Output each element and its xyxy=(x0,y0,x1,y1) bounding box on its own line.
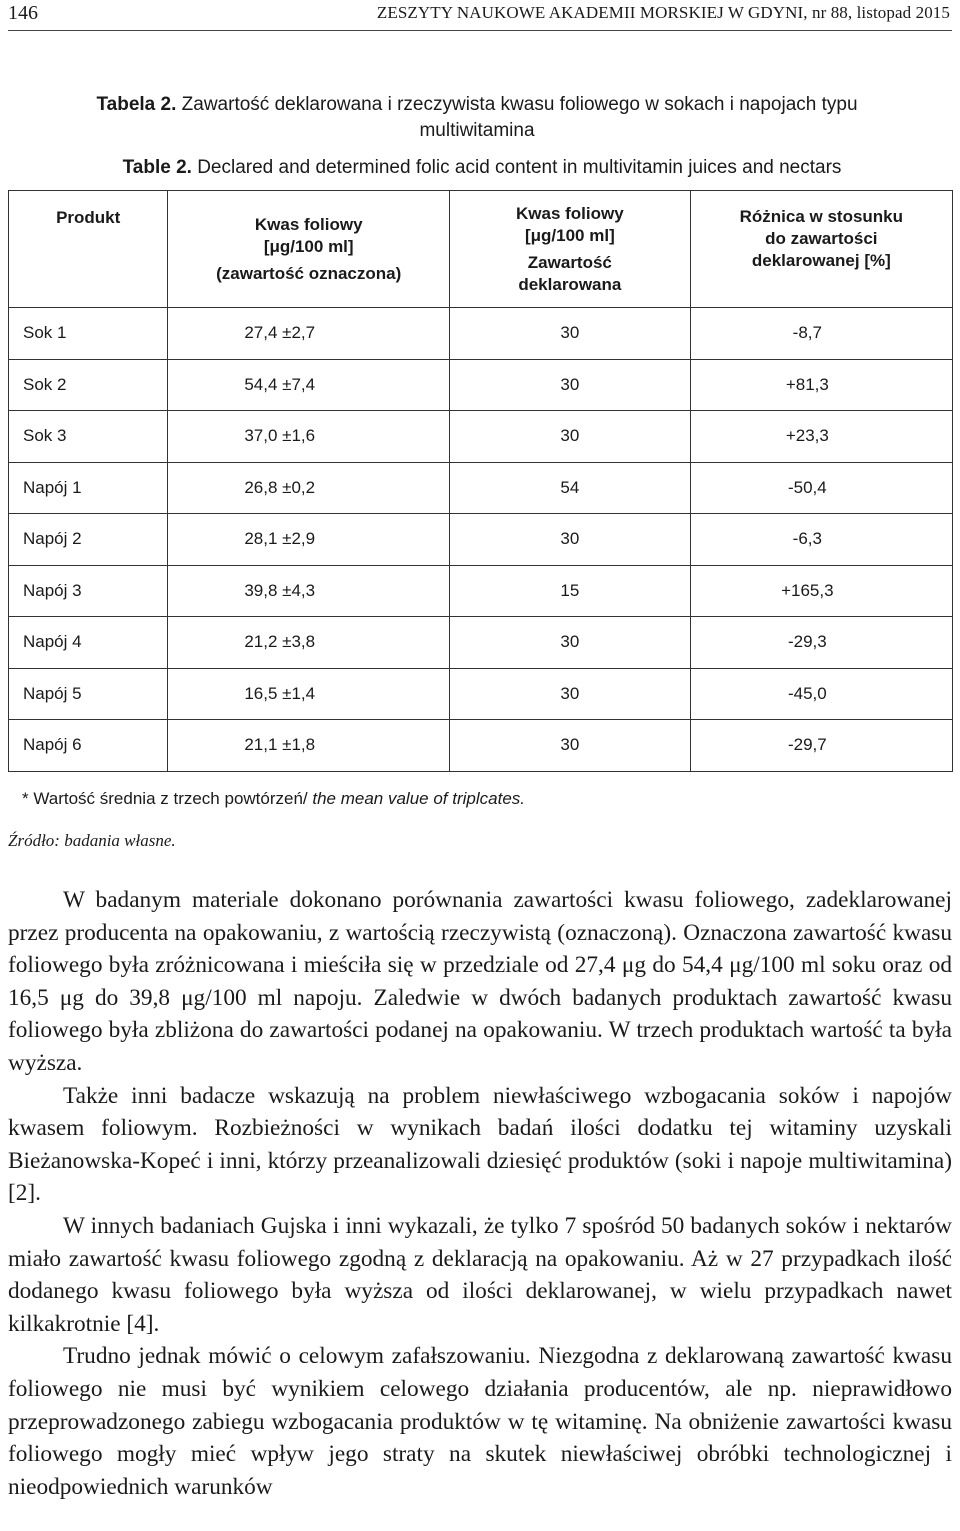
table-row xyxy=(9,668,953,720)
table-row xyxy=(9,411,953,463)
cell-product: Sok 2 xyxy=(9,359,168,411)
table-footnote xyxy=(22,789,525,809)
cell-product: Napój 2 xyxy=(9,514,168,566)
table-row xyxy=(9,308,953,360)
cell-product: Napój 3 xyxy=(9,565,168,617)
cell-determined: 28,1 ±2,9 xyxy=(168,514,450,566)
header-determined xyxy=(168,191,450,308)
table-row xyxy=(9,720,953,772)
cell-product: Napój 4 xyxy=(9,617,168,669)
header-declared-line2: [μg/100 ml] xyxy=(524,225,615,245)
cell-difference: -29,7 xyxy=(690,720,952,772)
page-header xyxy=(8,0,952,31)
cell-declared: 15 xyxy=(450,565,691,617)
header-declared-line1: Kwas foliowy xyxy=(516,203,624,223)
journal-running-head: ZESZYTY NAUKOWE AKADEMII MORSKIEJ W GDYNI, nr 88, listopad 2015 xyxy=(376,3,950,22)
caption-text-en: Declared and determined folic acid content in multivitamin juices and nectars xyxy=(197,157,842,178)
folic-acid-table xyxy=(8,190,953,772)
footnote-text: * Wartość średnia z trzech powtórzeń/ xyxy=(22,789,313,808)
paragraph: Także inni badacze wskazują na problem niewłaściwego wzbogacania soków i napojów kwasem foliowym. Rozbieżności w wynikach badań ilości dodatku tej witaminy uzyskali Bieżanowska-Kopeć i inni, którzy przeanalizowali dziesięć produktów (soki i napoje multiwitamina) [2]. xyxy=(8,1082,952,1207)
cell-difference: +81,3 xyxy=(690,359,952,411)
cell-declared: 30 xyxy=(450,411,691,463)
header-declared-line3: Zawartość xyxy=(527,252,612,272)
table-source: Źródło: badania własne. xyxy=(8,831,176,850)
cell-declared: 30 xyxy=(450,617,691,669)
cell-determined: 26,8 ±0,2 xyxy=(168,462,450,514)
cell-product: Napój 1 xyxy=(9,462,168,514)
cell-difference: -6,3 xyxy=(690,514,952,566)
table-body xyxy=(9,308,953,772)
cell-determined: 16,5 ±1,4 xyxy=(168,668,450,720)
cell-declared: 30 xyxy=(450,668,691,720)
paragraph: W badanym materiale dokonano porównania zawartości kwasu foliowego, zadeklarowanej przez producenta na opakowaniu, z wartością rzeczywistą (oznaczoną). Oznaczona zawartość kwasu foliowego była zróżnicowana i mieściła się w przedziale od 27,4 μg do 54,4 μg/100 ml soku oraz od 16,5 μg do 39,8 μg/100 ml napoju. Zaledwie w dwóch badanych produktach zawartość kwasu foliowego była zbliżona do zawartości podanej na opakowaniu. W trzech produktach wartość ta była wyższa. xyxy=(8,887,952,1076)
paragraph: Trudno jednak mówić o celowym zafałszowaniu. Niezgodna z deklarowaną zawartość kwasu foliowego nie musi być wynikiem celowego działania producentów, ale np. nieprawidłowo przeprowadzonego zabiegu wzbogacania produktów w tę witaminę. Na obniżenie zawartości kwasu foliowego mogły mieć wpływ jego straty na skutek niewłaściwej obróbki technologicznej i nieodpowiednich warunków xyxy=(8,1343,952,1500)
header-difference xyxy=(690,191,952,308)
cell-product: Napój 6 xyxy=(9,720,168,772)
table-row xyxy=(9,617,953,669)
cell-declared: 54 xyxy=(450,462,691,514)
paragraph: W innych badaniach Gujska i inni wykazali, że tylko 7 spośród 50 badanych soków i nektarów miało zawartość kwasu foliowego zgodną z deklaracją na opakowaniu. Aż w 27 przypadkach ilość dodanego kwasu foliowego była wyższa od ilości deklarowanej, w wielu przypadkach nawet kilkakrotnie [4]. xyxy=(8,1212,952,1337)
cell-declared: 30 xyxy=(450,308,691,360)
header-diff-line2: do zawartości xyxy=(765,229,878,248)
header-diff-line1: Różnica w stosunku xyxy=(739,207,904,226)
header-declared xyxy=(450,191,691,308)
caption-label-pl: Tabela 2. xyxy=(96,94,177,115)
cell-declared: 30 xyxy=(450,359,691,411)
cell-determined: 21,1 ±1,8 xyxy=(168,720,450,772)
table-caption-polish xyxy=(42,92,912,144)
cell-determined: 39,8 ±4,3 xyxy=(168,565,450,617)
cell-determined: 37,0 ±1,6 xyxy=(168,411,450,463)
cell-product: Napój 5 xyxy=(9,668,168,720)
header-determined-line2: [μg/100 ml] xyxy=(263,236,354,256)
header-product-label: Produkt xyxy=(56,208,121,227)
table-row xyxy=(9,565,953,617)
cell-difference: -8,7 xyxy=(690,308,952,360)
table-row xyxy=(9,359,953,411)
header-determined-line3: (zawartość oznaczona) xyxy=(216,263,402,283)
table-header-row xyxy=(9,191,953,308)
cell-determined: 54,4 ±7,4 xyxy=(168,359,450,411)
caption-label-en: Table 2. xyxy=(122,157,192,178)
header-determined-line1: Kwas foliowy xyxy=(254,214,363,234)
page-number: 146 xyxy=(8,2,38,24)
table-row xyxy=(9,462,953,514)
cell-declared: 30 xyxy=(450,720,691,772)
table-row xyxy=(9,514,953,566)
cell-determined: 21,2 ±3,8 xyxy=(168,617,450,669)
cell-declared: 30 xyxy=(450,514,691,566)
body-text xyxy=(8,884,952,1503)
cell-difference: +23,3 xyxy=(690,411,952,463)
cell-difference: -45,0 xyxy=(690,668,952,720)
table-caption-english xyxy=(42,157,922,179)
cell-difference: -50,4 xyxy=(690,462,952,514)
header-diff-line3: deklarowanej [%] xyxy=(751,251,891,270)
cell-difference: -29,3 xyxy=(690,617,952,669)
cell-product: Sok 1 xyxy=(9,308,168,360)
cell-product: Sok 3 xyxy=(9,411,168,463)
cell-difference: +165,3 xyxy=(690,565,952,617)
header-product xyxy=(9,191,168,308)
header-declared-line4: deklarowana xyxy=(518,274,622,294)
footnote-italic: the mean value of triplcates. xyxy=(312,789,525,808)
caption-text-pl: Zawartość deklarowana i rzeczywista kwasu foliowego w sokach i napojach typu multiwitamina xyxy=(181,94,858,141)
cell-determined: 27,4 ±2,7 xyxy=(168,308,450,360)
